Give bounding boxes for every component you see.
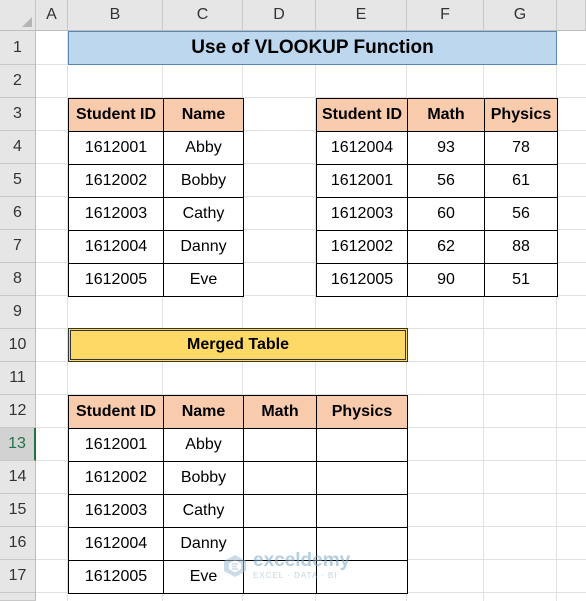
row-header-7[interactable]: 7 xyxy=(0,230,36,263)
table-cell[interactable]: 93 xyxy=(408,132,485,165)
header-cell[interactable]: Physics xyxy=(485,99,558,132)
physics-cell[interactable] xyxy=(317,429,408,462)
table-row xyxy=(69,231,244,264)
header-cell[interactable]: Name xyxy=(164,396,244,429)
row-header-15[interactable]: 15 xyxy=(0,494,36,527)
table-cell[interactable]: 1612004 xyxy=(69,528,164,561)
column-header-b[interactable]: B xyxy=(68,0,163,31)
table-cell[interactable]: 90 xyxy=(408,264,485,297)
row-header-6[interactable]: 6 xyxy=(0,197,36,230)
row-header-10[interactable]: 10 xyxy=(0,329,36,362)
math-cell[interactable] xyxy=(244,429,317,462)
table-row xyxy=(69,264,244,297)
header-cell[interactable]: Student ID xyxy=(317,99,408,132)
table-cell[interactable]: 61 xyxy=(485,165,558,198)
table-cell[interactable]: 1612002 xyxy=(69,462,164,495)
row-header-5[interactable]: 5 xyxy=(0,164,36,197)
table-cell[interactable]: 1612001 xyxy=(317,165,408,198)
table-cell[interactable]: 56 xyxy=(485,198,558,231)
column-header-g[interactable]: G xyxy=(484,0,557,31)
table-row xyxy=(69,495,408,528)
column-header-h[interactable] xyxy=(557,0,586,31)
table-row xyxy=(69,528,408,561)
row-header-12[interactable]: 12 xyxy=(0,395,36,428)
table-cell[interactable]: 1612002 xyxy=(317,231,408,264)
row-header-18[interactable] xyxy=(0,593,36,601)
select-all-corner[interactable] xyxy=(0,0,36,31)
table-cell[interactable]: Cathy xyxy=(164,198,244,231)
table-header-row xyxy=(69,99,244,132)
column-header-e[interactable]: E xyxy=(316,0,407,31)
physics-cell[interactable] xyxy=(317,528,408,561)
table-cell[interactable]: 1612003 xyxy=(317,198,408,231)
table-cell[interactable]: 1612002 xyxy=(69,165,164,198)
table-row xyxy=(69,429,408,462)
table-cell[interactable]: 51 xyxy=(485,264,558,297)
table-cell[interactable]: Eve xyxy=(164,264,244,297)
table-row xyxy=(317,198,558,231)
marks-table xyxy=(316,98,558,297)
math-cell[interactable] xyxy=(244,495,317,528)
header-cell[interactable]: Math xyxy=(244,396,317,429)
table-row xyxy=(317,132,558,165)
row-header-3[interactable]: 3 xyxy=(0,98,36,131)
row-header-4[interactable]: 4 xyxy=(0,131,36,164)
sheet-title[interactable]: Use of VLOOKUP Function xyxy=(68,31,557,65)
merged-table-title[interactable]: Merged Table xyxy=(68,328,408,362)
row-header-17[interactable]: 17 xyxy=(0,560,36,593)
row-header-8[interactable]: 8 xyxy=(0,263,36,296)
physics-cell[interactable] xyxy=(317,561,408,594)
header-cell[interactable]: Physics xyxy=(317,396,408,429)
header-cell[interactable]: Student ID xyxy=(69,99,164,132)
physics-cell[interactable] xyxy=(317,495,408,528)
table-cell[interactable]: 1612004 xyxy=(317,132,408,165)
table-row xyxy=(69,462,408,495)
column-header-a[interactable]: A xyxy=(36,0,68,31)
table-cell[interactable]: 1612005 xyxy=(69,561,164,594)
table-row xyxy=(317,264,558,297)
table-cell[interactable]: Danny xyxy=(164,231,244,264)
table-cell[interactable]: 1612005 xyxy=(69,264,164,297)
row-header-11[interactable]: 11 xyxy=(0,362,36,395)
table-cell[interactable]: 62 xyxy=(408,231,485,264)
watermark-tagline: EXCEL · DATA · BI xyxy=(253,571,338,580)
table-cell[interactable]: 78 xyxy=(485,132,558,165)
physics-cell[interactable] xyxy=(317,462,408,495)
table-cell[interactable]: 1612001 xyxy=(69,429,164,462)
math-cell[interactable] xyxy=(244,462,317,495)
table-header-row xyxy=(69,396,408,429)
column-header-d[interactable]: D xyxy=(243,0,316,31)
row-header-2[interactable]: 2 xyxy=(0,65,36,98)
row-header-1[interactable]: 1 xyxy=(0,31,36,65)
table-row xyxy=(69,132,244,165)
watermark-name: exceldemy xyxy=(253,550,351,571)
table-header-row xyxy=(317,99,558,132)
math-cell[interactable] xyxy=(244,561,317,594)
column-header-c[interactable]: C xyxy=(163,0,243,31)
table-row xyxy=(69,198,244,231)
table-cell[interactable]: 88 xyxy=(485,231,558,264)
table-cell[interactable]: 56 xyxy=(408,165,485,198)
row-header-16[interactable]: 16 xyxy=(0,527,36,560)
table-cell[interactable]: Cathy xyxy=(164,495,244,528)
table-cell[interactable]: Abby xyxy=(164,429,244,462)
table-cell[interactable]: 1612001 xyxy=(69,132,164,165)
students-table xyxy=(68,98,244,297)
row-header-13[interactable]: 13 xyxy=(0,428,36,461)
table-row xyxy=(69,561,408,594)
table-cell[interactable]: 60 xyxy=(408,198,485,231)
header-cell[interactable]: Name xyxy=(164,99,244,132)
table-row xyxy=(317,165,558,198)
header-cell[interactable]: Student ID xyxy=(69,396,164,429)
row-header-14[interactable]: 14 xyxy=(0,461,36,494)
header-cell[interactable]: Math xyxy=(408,99,485,132)
table-row xyxy=(317,231,558,264)
table-cell[interactable]: 1612004 xyxy=(69,231,164,264)
table-cell[interactable]: Bobby xyxy=(164,462,244,495)
table-cell[interactable]: Bobby xyxy=(164,165,244,198)
table-cell[interactable]: Eve xyxy=(164,561,244,594)
table-cell[interactable]: 1612005 xyxy=(317,264,408,297)
math-cell[interactable] xyxy=(244,528,317,561)
table-cell[interactable]: Danny xyxy=(164,528,244,561)
row-header-9[interactable]: 9 xyxy=(0,296,36,329)
column-header-f[interactable]: F xyxy=(407,0,484,31)
merged-table xyxy=(68,395,408,594)
table-row xyxy=(69,165,244,198)
table-cell[interactable]: Abby xyxy=(164,132,244,165)
table-cell[interactable]: 1612003 xyxy=(69,198,164,231)
table-cell[interactable]: 1612003 xyxy=(69,495,164,528)
